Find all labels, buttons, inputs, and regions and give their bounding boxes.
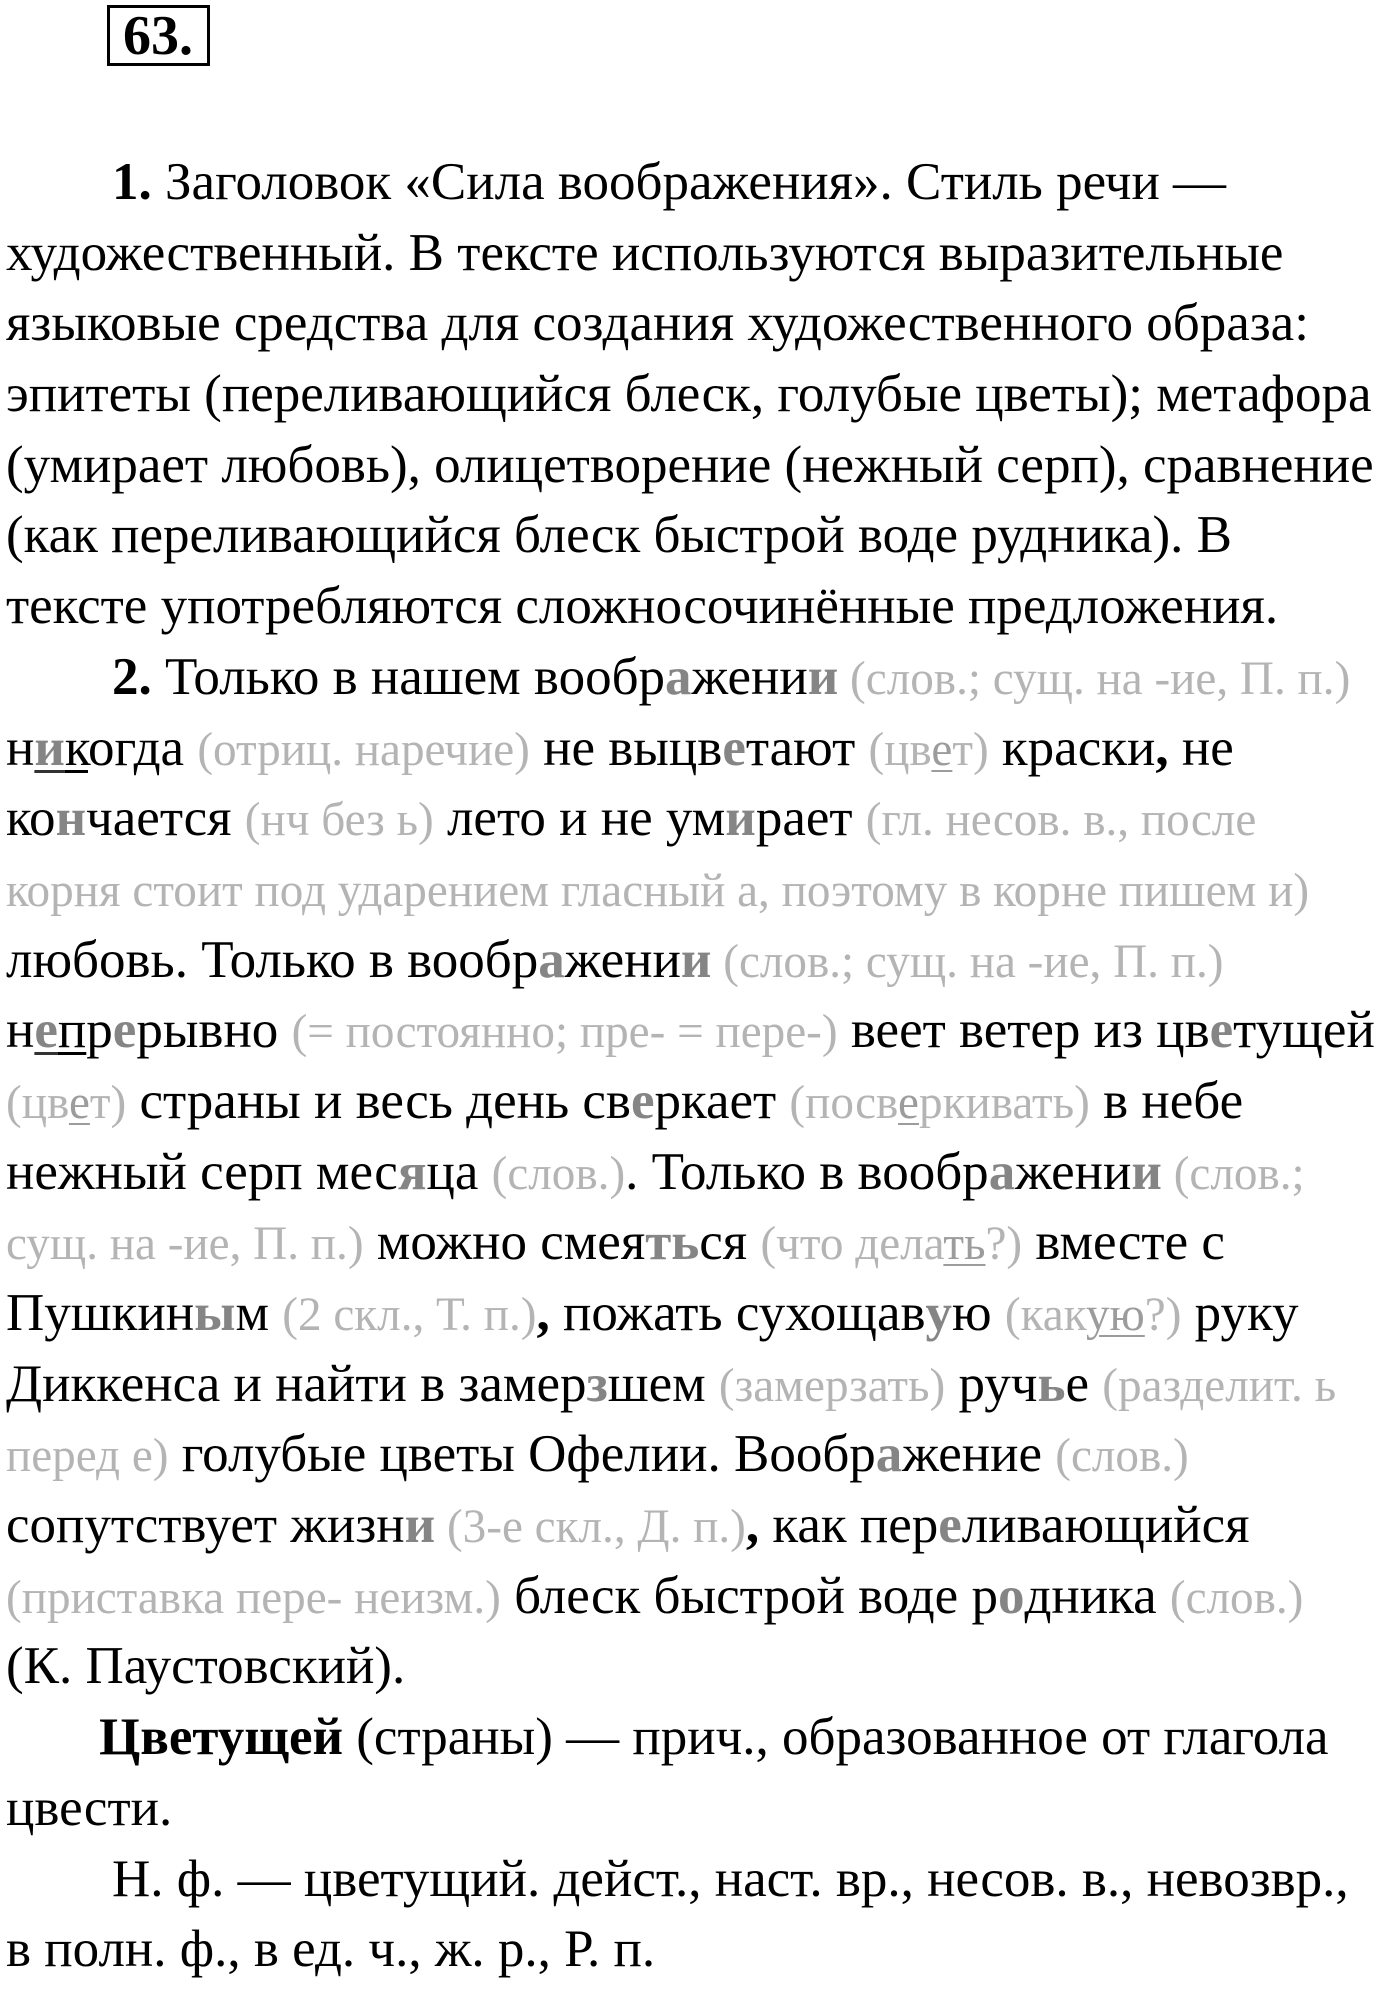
text-line (6, 147, 1394, 218)
annotation: (цв (868, 723, 932, 776)
underlined-letter: п (57, 1001, 87, 1060)
text-line (6, 1278, 1394, 1349)
annotation: (слов.; сущ. на -ие, П. п.) (838, 652, 1351, 705)
text-line (6, 571, 1394, 642)
annotation: перед е) (6, 1430, 169, 1483)
text-run: голубые цветы Офелии. Вообр (168, 1425, 876, 1484)
highlighted-letter: о (997, 1566, 1025, 1625)
text-run: (страны) — прич., образованное от глагола (343, 1708, 1329, 1767)
text-run: сопутствует жизн (6, 1496, 405, 1555)
text-run: в небе (1089, 1071, 1244, 1130)
highlighted-underlined-letter: е (34, 1001, 58, 1060)
text-run: Пушкин (6, 1284, 195, 1342)
annotation: (слов.; (1161, 1147, 1305, 1200)
text-run: вместе с (1022, 1213, 1225, 1272)
annotation: ?) (1144, 1289, 1182, 1341)
exercise-number: 63. (123, 4, 193, 67)
highlighted-letter: ь (1037, 1354, 1066, 1413)
text-run: ю (952, 1284, 1005, 1342)
text-run: руч (945, 1354, 1038, 1413)
text-line (6, 854, 1394, 925)
annotation: (приставка пере- неизм.) (6, 1571, 501, 1624)
text-run: рает (755, 789, 866, 848)
text-line (6, 642, 1394, 713)
annotation: (цв (6, 1076, 69, 1129)
text-run: пожать сухощав (549, 1284, 926, 1342)
text-run: (умирает любовь), олицетворение (нежный серп), сравнение (6, 435, 1374, 494)
annotation: (разделит. ь (1102, 1359, 1337, 1412)
annotation: (слов.) (1169, 1571, 1304, 1624)
text-run: эпитеты (переливающийся блеск, голубые цветы); метафора (6, 365, 1372, 424)
text-run: ко (6, 789, 56, 848)
text-run: художественный. В тексте используются выразительные (6, 223, 1284, 282)
annotation: (отриц. наречие) (197, 723, 530, 776)
text-run: любовь. Только в вообр (6, 930, 539, 989)
text-run: (К. Паустовский). (6, 1637, 406, 1696)
text-run: ся (699, 1213, 761, 1272)
highlighted-letter: и (680, 930, 712, 989)
text-line (6, 713, 1394, 784)
highlighted-letter: я (397, 1142, 427, 1201)
highlighted-letter: ть (645, 1213, 700, 1272)
text-line (6, 1702, 1394, 1773)
text-run: не (1168, 718, 1234, 777)
text-run: языковые средства для создания художественного образа: (6, 294, 1309, 353)
text-run: веет ветер из цв (837, 1001, 1210, 1060)
annotation-underlined-letter: е (931, 723, 953, 776)
highlighted-letter: и (807, 647, 839, 706)
text-line (6, 1207, 1394, 1278)
text-line (6, 218, 1394, 289)
highlighted-letter: а (988, 1142, 1016, 1201)
text-run: дника (1024, 1566, 1170, 1625)
text-run: Только в нашем вообр (151, 647, 666, 706)
highlighted-letter: и (1131, 1142, 1162, 1201)
annotation: (= постоянно; пре- = пере-) (291, 1006, 838, 1059)
paragraph-text-analysis (6, 147, 1394, 642)
text-line (6, 359, 1394, 430)
text-run: не выцв (529, 718, 723, 777)
text-run: цвести. (6, 1778, 173, 1837)
text-run: в полн. ф., в ед. ч., ж. р., Р. п. (6, 1920, 656, 1979)
highlighted-letter: и (404, 1496, 436, 1555)
text-run: ливающийся (961, 1496, 1250, 1555)
bold-text: 1. (112, 153, 152, 211)
bold-text: , (1155, 718, 1169, 777)
text-run: Заголовок «Сила воображения». Стиль речи — (151, 153, 1227, 211)
text-run: Диккенса и найти в замер (6, 1354, 587, 1413)
text-run: р (86, 1001, 113, 1060)
annotation: т) (952, 723, 989, 776)
annotation-underlined-letter: ть (943, 1218, 986, 1271)
annotation: (2 скл., Т. п.) (282, 1289, 537, 1341)
annotation: (посв (789, 1076, 899, 1129)
annotation: (гл. несов. в., после (865, 794, 1257, 847)
text-run: тают (745, 718, 869, 777)
highlighted-letter: з (586, 1354, 608, 1413)
underlined-letter: к (64, 718, 88, 777)
text-run: шем (607, 1354, 719, 1413)
annotation: (слов.) (1055, 1430, 1189, 1483)
text-run: н (6, 1001, 35, 1060)
text-run: м (235, 1284, 283, 1342)
text-run: страны и весь день св (126, 1071, 631, 1130)
text-run: руку (1181, 1284, 1299, 1342)
text-line (6, 1419, 1394, 1490)
text-line (6, 1349, 1394, 1420)
bold-text: 2. (112, 647, 152, 706)
exercise-number-box (107, 5, 210, 66)
text-run: краски (988, 718, 1156, 777)
text-run: нежный серп мес (6, 1142, 398, 1201)
text-line (6, 783, 1394, 854)
text-line (6, 1137, 1394, 1208)
highlighted-letter: ы (194, 1284, 236, 1342)
highlighted-letter: е (1209, 1001, 1234, 1060)
text-line (6, 1773, 1394, 1844)
highlighted-letter: е (938, 1496, 962, 1555)
annotation: (3-е скл., Д. п.) (435, 1501, 746, 1554)
text-run: (как переливающийся блеск быстрой воде рудника). В (6, 506, 1232, 565)
annotation: (нч без ь) (244, 794, 434, 847)
annotation-underlined-letter: е (68, 1076, 90, 1129)
bold-text: , (745, 1496, 760, 1555)
annotation: (как (1004, 1289, 1086, 1341)
highlighted-letter: а (875, 1425, 903, 1484)
text-run: тущей (1233, 1001, 1375, 1060)
text-run: ркает (654, 1071, 790, 1130)
highlighted-letter: а (538, 930, 565, 989)
text-run: . Только в вообр (625, 1142, 989, 1201)
highlighted-letter: у (925, 1284, 953, 1342)
highlighted-letter: и (725, 789, 756, 848)
paragraph-participle (6, 1702, 1394, 1843)
highlighted-letter: е (722, 718, 746, 777)
text-line (6, 1561, 1394, 1632)
text-line (6, 1844, 1394, 1915)
annotation: (слов.) (491, 1147, 626, 1200)
annotation: т) (89, 1076, 127, 1129)
annotation: (что дела (760, 1218, 944, 1271)
highlighted-letter: а (665, 647, 692, 706)
text-line (6, 925, 1394, 996)
text-line (6, 430, 1394, 501)
text-run: тексте употребляются сложносочинённые предложения. (6, 577, 1279, 636)
annotation: (замерзать) (718, 1359, 946, 1412)
text-run: лето и не ум (433, 789, 726, 848)
text-run: жение (902, 1425, 1056, 1484)
text-run: н (6, 718, 35, 777)
highlighted-letter: н (55, 789, 87, 848)
highlighted-letter: е (112, 1001, 137, 1060)
annotation: (слов.; сущ. на -ие, П. п.) (711, 935, 1224, 988)
text-line (6, 1631, 1394, 1702)
annotation-underlined-letter: е (898, 1076, 919, 1129)
annotation: ?) (985, 1218, 1023, 1271)
text-run: ца (426, 1142, 492, 1201)
paragraph-annotated-text (6, 642, 1394, 1702)
text-run: Н. ф. — цветущий. дейст., наст. вр., несов. в., невозвр., (112, 1849, 1349, 1908)
text-run: как пер (759, 1496, 939, 1555)
text-line (6, 1914, 1394, 1985)
text-run: жени (1015, 1142, 1132, 1201)
annotation-underlined-letter: ую (1085, 1289, 1145, 1341)
text-run: е (1065, 1354, 1103, 1413)
text-run: жени (564, 930, 681, 989)
text-line (6, 500, 1394, 571)
bold-text: Цветущей (99, 1708, 344, 1767)
text-run: жени (691, 647, 808, 706)
text-line (6, 1066, 1394, 1137)
text-run: огда (87, 718, 198, 777)
bold-text: , (536, 1284, 550, 1342)
annotation: ркивать) (918, 1076, 1090, 1129)
text-line (6, 288, 1394, 359)
text-line (6, 1490, 1394, 1561)
highlighted-letter: е (630, 1071, 655, 1130)
text-run: рывно (136, 1001, 292, 1060)
text-run: чается (86, 789, 245, 848)
annotation: корня стоит под ударением гласный а, поэтому в корне пишем и) (6, 864, 1310, 917)
text-line (6, 995, 1394, 1066)
annotation: сущ. на -ие, П. п.) (6, 1218, 364, 1271)
text-run: блеск быстрой воде р (500, 1566, 998, 1625)
answer-text (6, 147, 1394, 1985)
text-run: можно смея (363, 1213, 646, 1272)
highlighted-underlined-letter: и (34, 718, 65, 777)
paragraph-morphological-features (6, 1844, 1394, 1985)
